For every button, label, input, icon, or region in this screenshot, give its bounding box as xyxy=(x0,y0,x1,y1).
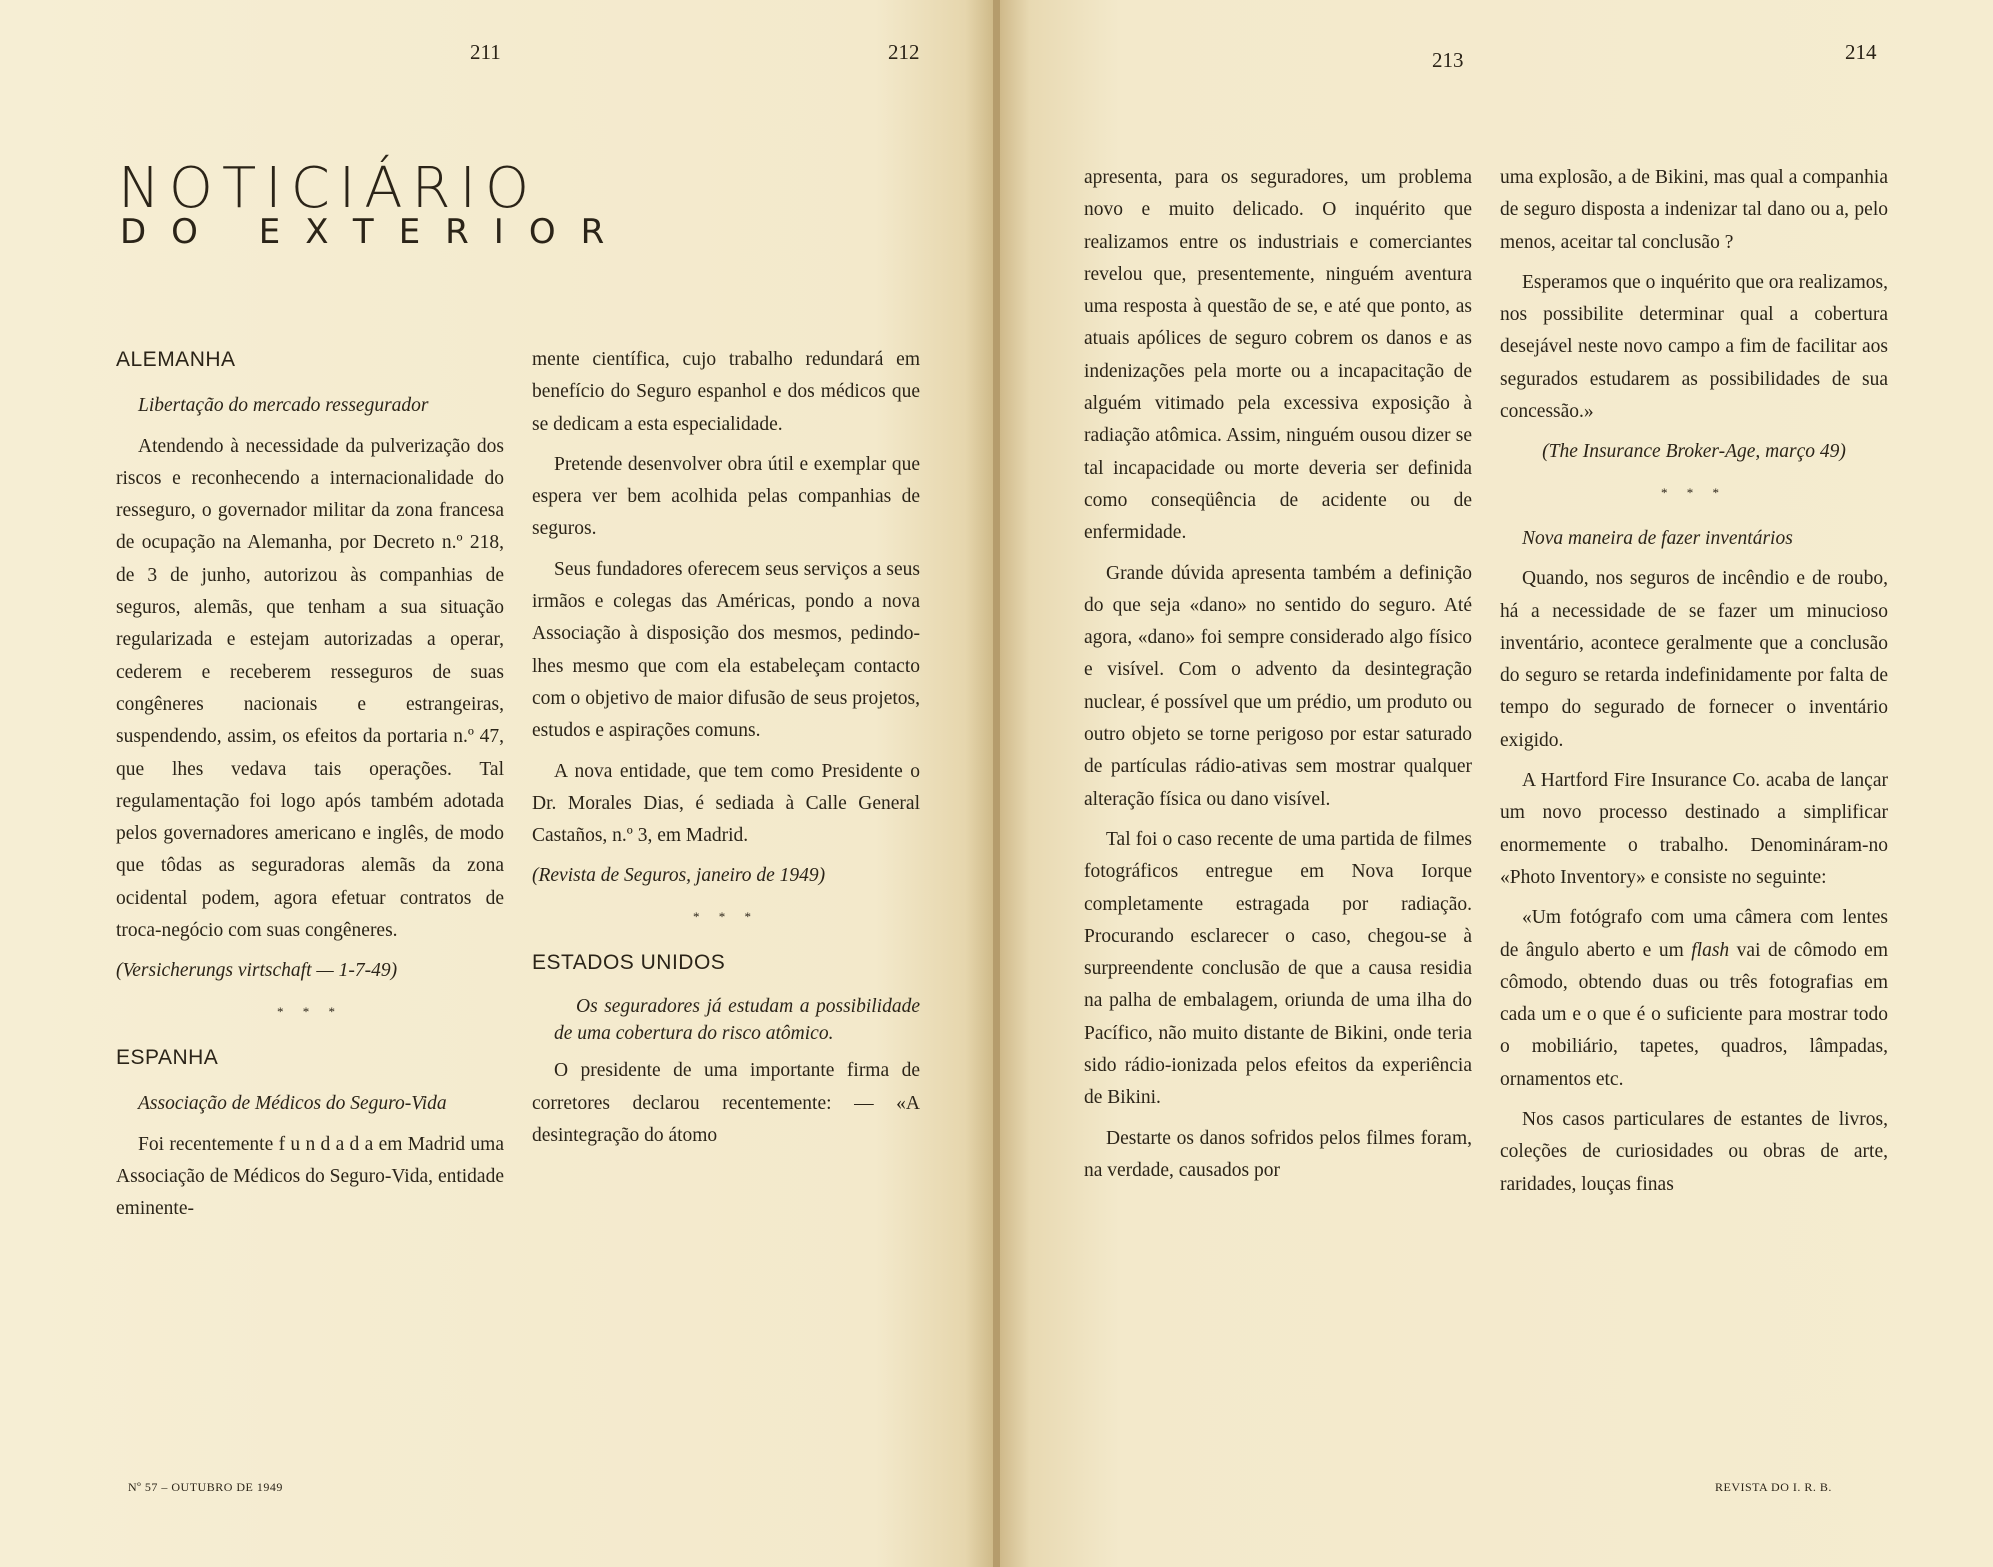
paragraph: Grande dúvida apresenta também a definição do que seja «dano» no sentido do seguro. Até agora, «dano» foi sempre considerado algo físico e visível. Com o advento da desintegração nuclear, é possível que um prédio, um produto ou outro objeto se torne perigoso por estar saturado de partículas rádio-ativas sem mostrar qualquer alteração física ou dano visível. xyxy=(1084,562,1472,810)
country-heading-espanha: ESPANHA xyxy=(116,1045,219,1069)
section-title-line1: NOTICIÁRIO xyxy=(118,156,539,221)
paragraph: O presidente de uma importante firma de corretores declarou recentemente: — «A desintegração do átomo xyxy=(532,1060,920,1146)
subtitle-estados-unidos: Os seguradores já estudam a possibilidade de uma cobertura do risco atômico. xyxy=(554,996,920,1045)
right-page xyxy=(1000,0,1993,1567)
source-citation: (Versicherungs virtschaft — 1-7-49) xyxy=(116,960,398,982)
page-number-211: 211 xyxy=(470,40,501,64)
paragraph xyxy=(1500,902,1888,1096)
column-1 xyxy=(116,344,504,1233)
section-separator: * * * xyxy=(277,1003,343,1019)
country-heading-alemanha: ALEMANHA xyxy=(116,348,236,371)
section-separator: * * * xyxy=(1661,484,1727,500)
paragraph: A nova entidade, que tem como Presidente o Dr. Morales Dias, é sediada à Calle General Castaños, n.º 3, em Madrid. xyxy=(532,760,920,847)
source-citation: (The Insurance Broker-Age, março 49) xyxy=(1542,441,1846,463)
source-citation: (Revista de Seguros, janeiro de 1949) xyxy=(532,865,826,887)
paragraph: Seus fundadores oferecem seus serviços a seus irmãos e colegas das Américas, pondo a nova Associação à disposição dos mesmos, pedindo-lhes mesmo que com ela estabeleçam contacto com o objetivo de maior difusão de seus projetos, estudos e aspirações comuns. xyxy=(532,558,920,742)
paragraph: Nos casos particulares de estantes de livros, coleções de curiosidades ou obras de arte, raridades, louças finas xyxy=(1500,1109,1888,1195)
paragraph: Foi recentemente f u n d a d a em Madrid uma Associação de Médicos do Seguro-Vida, entidade eminente- xyxy=(116,1133,504,1220)
paragraph-text: vai de cômodo em cômodo, obtendo duas ou três fotografias em cada um e o que é o suficiente para mostrar todo o mobiliário, tapetes, quadros, lâmpadas, ornamentos etc. xyxy=(1500,939,1889,1090)
page-number-212: 212 xyxy=(888,40,920,64)
section-title-line2: DO EXTERIOR xyxy=(120,212,630,252)
section-separator: * * * xyxy=(693,908,759,924)
paragraph-text: «Um fotógrafo com uma câmera com lentes de ângulo aberto e um xyxy=(1500,907,1888,961)
subtitle-espanha: Associação de Médicos do Seguro-Vida xyxy=(138,1093,447,1115)
column-4 xyxy=(1500,162,1888,1209)
footer-issue: Nº 57 – OUTUBRO DE 1949 xyxy=(128,1480,283,1494)
paragraph: Tal foi o caso recente de uma partida de filmes fotográficos entregue em Nova Iorque completamente estragada por radiação. Procurando esclarecer o caso, chegou-se à surpreendente conclusão de que a causa residia na palha de embalagem, oriunda de uma ilha do Pacífico, não muito distante de Bikini, onde teria sido rádio-ionizada pelos efeitos da experiência de Bikini. xyxy=(1084,828,1472,1109)
paragraph: Quando, nos seguros de incêndio e de roubo, há a necessidade de se fazer um minucioso inventário, acontece geralmente que a conclusão do seguro se retarda indefinidamente por falta de tempo do segurado de fornecer o inventário exigido. xyxy=(1500,568,1888,751)
paragraph: Atendendo à necessidade da pulverização dos riscos e reconhecendo a internacionalidade do resseguro, o governador militar da zona francesa de ocupação na Alemanha, por Decreto n.º 218, de 3 de junho, autorizou às companhias de seguros, alemãs, que tenham a sua situação regularizada e estejam autorizadas a operar, cederem e receberem resseguros de suas congêneres nacionais e estrangeiras, suspendendo, assim, os efeitos da portaria n.º 47, que lhes vedava tais operações. Tal regulamentação foi logo após também adotada pelos governadores americano e inglês, de modo que tôdas as seguradoras alemãs da zona ocidental podem, agora efetuar contratos de troca-negócio com suas congêneres. xyxy=(116,435,504,942)
column-3 xyxy=(1084,162,1472,1195)
column-2 xyxy=(532,344,920,1160)
page-number-213: 213 xyxy=(1432,48,1464,72)
paragraph: Pretende desenvolver obra útil e exemplar que espera ver bem acolhida pelas companhias de seguros. xyxy=(532,453,920,540)
paragraph: mente científica, cujo trabalho redundará em benefício do Seguro espanhol e dos médicos que se dedicam a esta especialidade. xyxy=(532,349,920,435)
page-number-214: 214 xyxy=(1845,40,1877,64)
subtitle-inventarios: Nova maneira de fazer inventários xyxy=(1522,527,1793,549)
subtitle-alemanha: Libertação do mercado ressegurador xyxy=(138,395,429,417)
flash-word: flash xyxy=(1691,939,1730,961)
paragraph: Destarte os danos sofridos pelos filmes foram, na verdade, causados por xyxy=(1084,1127,1472,1181)
paragraph: apresenta, para os seguradores, um problema novo e muito delicado. O inquérito que realizamos entre os industriais e comerciantes revelou que, presentemente, ninguém aventura uma resposta à questão de se, e até que ponto, as atuais apólices de seguro cobrem os danos e as indenizações pela morte ou a incapacitação de alguém vitimado pela excessiva exposição à radiação atômica. Assim, ninguém ousou dizer se tal incapacidade ou morte deveria ser definida como conseqüência de acidente ou de enfermidade. xyxy=(1084,167,1472,544)
paragraph: Esperamos que o inquérito que ora realizamos, nos possibilite determinar qual a cobertura desejável neste novo campo a fim de facilitar aos segurados estudarem as possibilidades de sua concessão.» xyxy=(1500,271,1888,423)
country-heading-estados-unidos: ESTADOS UNIDOS xyxy=(532,951,726,975)
left-page xyxy=(0,0,995,1567)
paragraph: A Hartford Fire Insurance Co. acaba de lançar um novo processo destinado a simplificar enormemente o trabalho. Denomináram-no «Photo Inventory» e consiste no seguinte: xyxy=(1500,770,1888,888)
footer-publication: REVISTA DO I. R. B. xyxy=(1715,1480,1832,1494)
paragraph: uma explosão, a de Bikini, mas qual a companhia de seguro disposta a indenizar tal dano ou a, pelo menos, aceitar tal conclusão ? xyxy=(1500,167,1888,253)
